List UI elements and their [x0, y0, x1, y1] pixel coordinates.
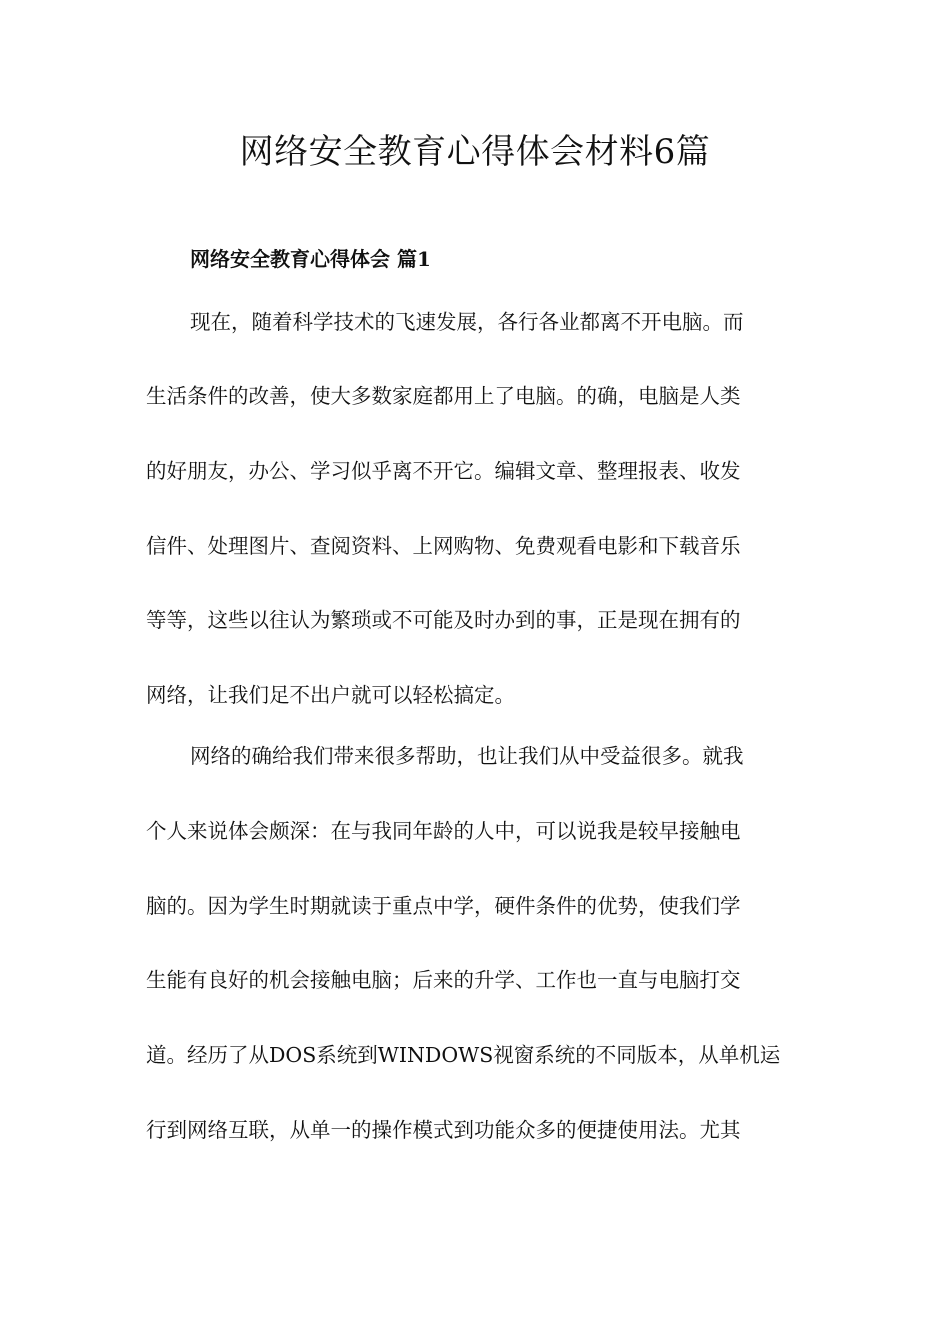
paragraph-line: 网络，让我们足不出户就可以轻松搞定。 — [146, 683, 515, 707]
paragraph-line: 现在，随着科学技术的飞速发展，各行各业都离不开电脑。而 — [190, 310, 744, 334]
paragraph-line: 信件、处理图片、查阅资料、上网购物、免费观看电影和下载音乐 — [146, 534, 741, 558]
paragraph-line: 脑的。因为学生时期就读于重点中学，硬件条件的优势，使我们学 — [146, 894, 741, 918]
document-title: 网络安全教育心得体会材料6篇 — [239, 132, 711, 172]
paragraph-line: 个人来说体会颇深：在与我同年龄的人中，可以说我是较早接触电 — [146, 819, 741, 843]
paragraph-line: 行到网络互联，从单一的操作模式到功能众多的便捷使用法。尤其 — [146, 1118, 741, 1142]
paragraph-line: 生活条件的改善，使大多数家庭都用上了电脑。的确，电脑是人类 — [146, 384, 741, 408]
paragraph-line: 生能有良好的机会接触电脑；后来的升学、工作也一直与电脑打交 — [146, 968, 741, 992]
section-heading: 网络安全教育心得体会 篇1 — [190, 247, 431, 271]
paragraph-line: 网络的确给我们带来很多帮助，也让我们从中受益很多。就我 — [190, 744, 744, 768]
paragraph-line: 道。经历了从DOS系统到WINDOWS视窗系统的不同版本，从单机运 — [146, 1043, 781, 1067]
paragraph-line: 的好朋友，办公、学习似乎离不开它。编辑文章、整理报表、收发 — [146, 459, 741, 483]
paragraph-line: 等等，这些以往认为繁琐或不可能及时办到的事，正是现在拥有的 — [146, 608, 741, 632]
